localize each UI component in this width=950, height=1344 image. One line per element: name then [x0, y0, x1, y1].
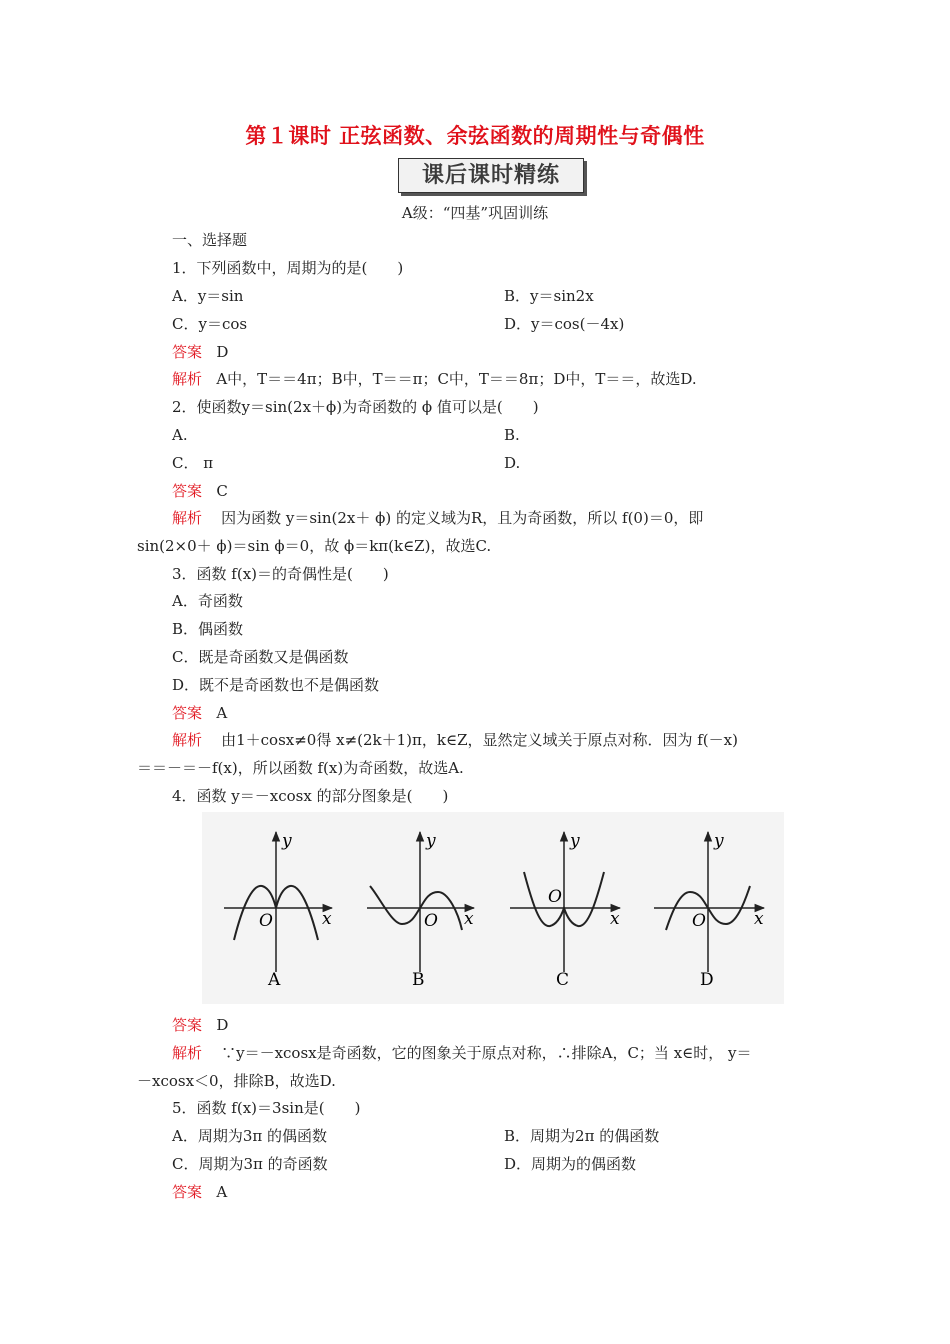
q2-option-a: A. — [172, 426, 188, 444]
q2-analysis-line2: sin(2×0＋ ϕ)＝sin ϕ＝0，故 ϕ＝kπ(k∈Z)，故选C. — [137, 537, 492, 555]
axis-y-label: y — [282, 831, 292, 851]
q3-option-b: B．偶函数 — [172, 620, 244, 638]
q2-option-c: C． π — [172, 454, 214, 472]
graph-c — [510, 831, 620, 990]
analysis-label: 解析 — [172, 731, 203, 749]
axis-x-label: x — [610, 909, 620, 929]
axis-x-label: x — [754, 909, 764, 929]
q5-option-b: B．周期为2π 的偶函数 — [504, 1127, 660, 1145]
q5-answer — [172, 1182, 227, 1202]
q4-analysis-line1 — [172, 1043, 752, 1063]
answer-label: 答案 — [172, 1016, 203, 1034]
axis-x-label: x — [464, 909, 474, 929]
axis-x-label: x — [322, 909, 332, 929]
q4-graph-options-figure — [202, 812, 784, 1004]
q1-analysis — [172, 369, 697, 389]
analysis-label: 解析 — [172, 1044, 203, 1062]
q1-option-d: D．y＝cos(－4x) — [504, 315, 625, 333]
answer-label: 答案 — [172, 482, 203, 500]
q4-stem: 4．函数 y＝－xcosx 的部分图象是( ) — [172, 787, 449, 805]
analysis-text: A中，T＝＝4π；B中，T＝＝π；C中，T＝＝8π；D中，T＝＝，故选D. — [216, 370, 697, 388]
graph-figure-svg — [202, 812, 784, 1004]
origin-label: O — [259, 911, 273, 931]
q3-analysis-line1 — [172, 730, 738, 750]
answer-value: D — [216, 343, 229, 361]
graph-a — [224, 831, 332, 990]
q1-option-c: C．y＝cos — [172, 315, 248, 333]
answer-label: 答案 — [172, 1183, 203, 1201]
q1-option-a: A．y＝sin — [172, 287, 244, 305]
exercise-banner: 课后课时精练 — [398, 158, 584, 193]
origin-label: O — [424, 911, 438, 931]
q2-option-b: B. — [504, 426, 520, 444]
graph-label-b: B — [412, 970, 425, 990]
q3-stem: 3．函数 f(x)＝的奇偶性是( ) — [172, 565, 389, 583]
graph-label-d: D — [700, 970, 714, 990]
origin-label: O — [692, 911, 706, 931]
answer-value: C — [216, 482, 228, 500]
section-heading: 一、选择题 — [172, 231, 248, 249]
q3-answer — [172, 703, 227, 723]
q1-option-b: B．y＝sin2x — [504, 287, 594, 305]
q2-analysis-line1 — [172, 508, 703, 528]
q5-stem: 5．函数 f(x)＝3sin是( ) — [172, 1099, 361, 1117]
answer-label: 答案 — [172, 343, 203, 361]
graph-label-a: A — [268, 970, 281, 990]
analysis-label: 解析 — [172, 509, 203, 527]
axis-y-label: y — [570, 831, 580, 851]
graph-d — [654, 831, 764, 990]
page-title: 第１课时 正弦函数、余弦函数的周期性与奇偶性 — [245, 124, 705, 148]
q1-stem: 1．下列函数中，周期为的是( ) — [172, 259, 404, 277]
level-heading: A级：“四基”巩固训练 — [401, 204, 549, 222]
q5-option-d: D．周期为的偶函数 — [504, 1155, 637, 1173]
q3-option-c: C．既是奇函数又是偶函数 — [172, 648, 349, 666]
q2-answer — [172, 481, 228, 501]
answer-value: D — [216, 1016, 229, 1034]
q1-answer — [172, 342, 228, 362]
answer-value: A — [216, 1183, 228, 1201]
q5-option-c: C．周期为3π 的奇函数 — [172, 1155, 328, 1173]
q4-analysis-line2: －xcosx＜0，排除B，故选D. — [137, 1072, 336, 1090]
analysis-text: 由1＋cosx≠0得 x≠(2k＋1)π，k∈Z，显然定义域关于原点对称．因为 f(－x) — [221, 731, 738, 749]
graph-b — [367, 831, 474, 990]
q2-stem: 2．使函数y＝sin(2x＋ϕ)为奇函数的 ϕ 值可以是( ) — [172, 398, 539, 416]
q3-option-a: A．奇函数 — [172, 592, 243, 610]
answer-value: A — [216, 704, 228, 722]
q3-option-d: D．既不是奇函数也不是偶函数 — [172, 676, 380, 694]
analysis-label: 解析 — [172, 370, 203, 388]
q5-option-a: A．周期为3π 的偶函数 — [172, 1127, 328, 1145]
origin-label: O — [548, 887, 562, 907]
graph-label-c: C — [556, 970, 570, 990]
axis-y-label: y — [426, 831, 436, 851]
answer-label: 答案 — [172, 704, 203, 722]
q4-answer — [172, 1015, 228, 1035]
q2-option-d: D. — [504, 454, 521, 472]
analysis-text: ∵y＝－xcosx是奇函数，它的图象关于原点对称，∴排除A，C；当 x∈时， y＝ — [221, 1044, 752, 1062]
q3-analysis-line2: ＝＝－＝－f(x)，所以函数 f(x)为奇函数，故选A. — [137, 759, 464, 777]
axis-y-label: y — [714, 831, 724, 851]
analysis-text: 因为函数 y＝sin(2x＋ ϕ) 的定义域为R，且为奇函数，所以 f(0)＝0，即 — [221, 509, 704, 527]
